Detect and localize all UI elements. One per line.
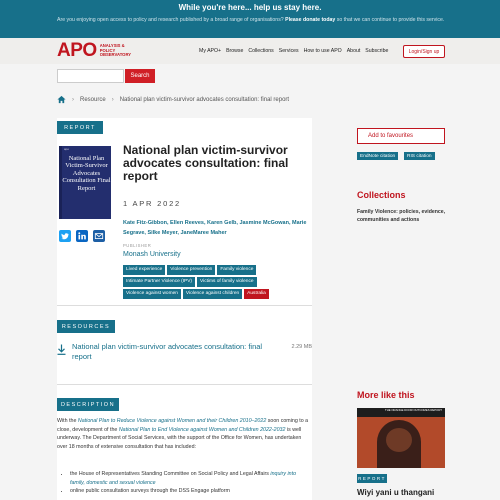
banner-text [57,16,447,24]
logo-subtitle: ANALYSIS & POLICY OBSERVATORY [99,43,132,58]
desc-text: is well underway. The Department of Social Services, with the support of the Office for Women, has undertaken over 18 months of extensive consultation that has included: [57,426,302,450]
home-icon[interactable] [57,95,66,104]
section-divider [57,384,312,385]
related-report-thumbnail[interactable] [357,408,445,468]
main-nav [199,48,388,54]
thumbnail-caption: THE ORANGE DOOR OUTCOMES REPORT [385,408,442,412]
resource-download-link[interactable]: National plan victim-survivor advocates consultation: final report [72,342,263,361]
subject-tag[interactable]: Victims of family violence [197,277,257,287]
nav-my-apo[interactable]: My APO+ [199,48,222,54]
publisher-link[interactable]: Monash University [123,251,181,258]
desc-link-national-plan-2010[interactable]: National Plan to Reduce Violence against Women and their Children 2010–2022 [77,418,267,424]
breadcrumb-separator: › [111,96,114,103]
thumbnail-face [386,428,412,452]
resources-section-tag: RESOURCES [57,320,115,333]
report-date: 1 APR 2022 [123,199,182,208]
related-report-title[interactable]: Wiyi yani u thangani [357,488,435,497]
list-item [70,470,312,487]
cover-title: National Plan Victim-Survivor Advocates Consultation Final Report [62,155,111,192]
nav-subscribe[interactable]: Subscribe [365,48,389,54]
donate-link[interactable]: Please donate today [285,17,336,23]
nav-how-to-use[interactable]: How to use APO [303,48,342,54]
subject-tag[interactable]: Family violence [217,265,256,275]
apo-logo[interactable] [57,42,140,60]
download-icon[interactable] [57,342,66,353]
login-button[interactable]: Login/Sign up [403,45,445,58]
thumbnail-header [357,408,445,417]
subject-tag[interactable]: Violence against women [123,289,181,299]
subject-tags [123,265,313,299]
report-title: National plan victim-survivor advocates consultation: final report [123,143,289,183]
geography-tag[interactable]: Australia [244,289,269,299]
desc-text: soon coming to a close, development of the [57,418,309,433]
linkedin-share-icon[interactable] [76,230,88,242]
breadcrumb-resource[interactable]: Resource [80,96,106,103]
logo-wordmark: APO [57,40,97,61]
search-button[interactable]: Search [125,69,155,83]
description-section-tag: DESCRIPTION [57,398,119,411]
description-list [70,470,312,496]
publisher-label: PUBLISHER [123,243,152,248]
nav-collections[interactable]: Collections [248,48,274,54]
add-to-favourites-button[interactable]: Add to favourites [357,128,445,144]
ris-citation-button[interactable]: RIS citation [404,152,435,160]
nav-about[interactable]: About [346,48,361,54]
collection-link[interactable]: Family Violence: policies, evidence, communities and actions [357,209,446,223]
description-text [57,417,312,451]
inquiry-link[interactable]: inquiry into family, domestic and sexual violence [70,471,297,486]
report-authors[interactable]: Kate Fitz-Gibbon, Ellen Reeves, Karen Gelb, Jasmine McGowan, Marie Segrave, Silke Meyer, JaneMaree Maher [123,220,307,236]
subject-tag[interactable]: Violence against children [183,289,242,299]
banner-title: While you're here... help us stay here. [178,3,322,12]
report-section-tag: REPORT [57,121,103,134]
desc-text: With the [57,418,78,424]
subject-tag[interactable]: Intimate Partner Violence (IPV) [123,277,195,287]
subject-tag[interactable]: Violence prevention [167,265,215,275]
desc-link-national-plan-2022[interactable]: National Plan to End Violence against Women and Children 2022-2032 [118,426,286,433]
list-item: • online public consultation surveys through the DSS Engage platform [70,487,312,496]
donation-banner [0,0,500,38]
collections-heading: Collections [357,190,406,200]
breadcrumb-current: National plan victim-survivor advocates consultation: final report [119,96,290,103]
report-cover[interactable] [59,146,111,219]
cover-brand: apo [64,147,70,151]
list-item-text: the House of Representatives Standing Committee on Social Policy and Legal Affairs [70,471,271,477]
banner-message-end: so that we can continue to provide this service. [336,17,445,23]
resource-file-size: 2.29 MB [291,344,312,350]
search-input[interactable] [57,69,124,83]
breadcrumb-separator: › [72,96,74,103]
subject-tag[interactable]: Lived experience [123,265,165,275]
breadcrumb [57,95,289,104]
related-report-tag: REPORT [358,476,386,481]
section-divider [57,305,312,306]
more-like-this-heading: More like this [357,390,415,400]
nav-services[interactable]: Services [278,48,299,54]
banner-message: Are you enjoying open access to policy and research published by a broad range of organisations? [57,17,284,23]
nav-browse[interactable]: Browse [226,48,244,54]
email-share-icon[interactable] [93,230,105,242]
twitter-share-icon[interactable] [59,230,71,242]
endnote-citation-button[interactable]: EndNote citation [357,152,398,160]
